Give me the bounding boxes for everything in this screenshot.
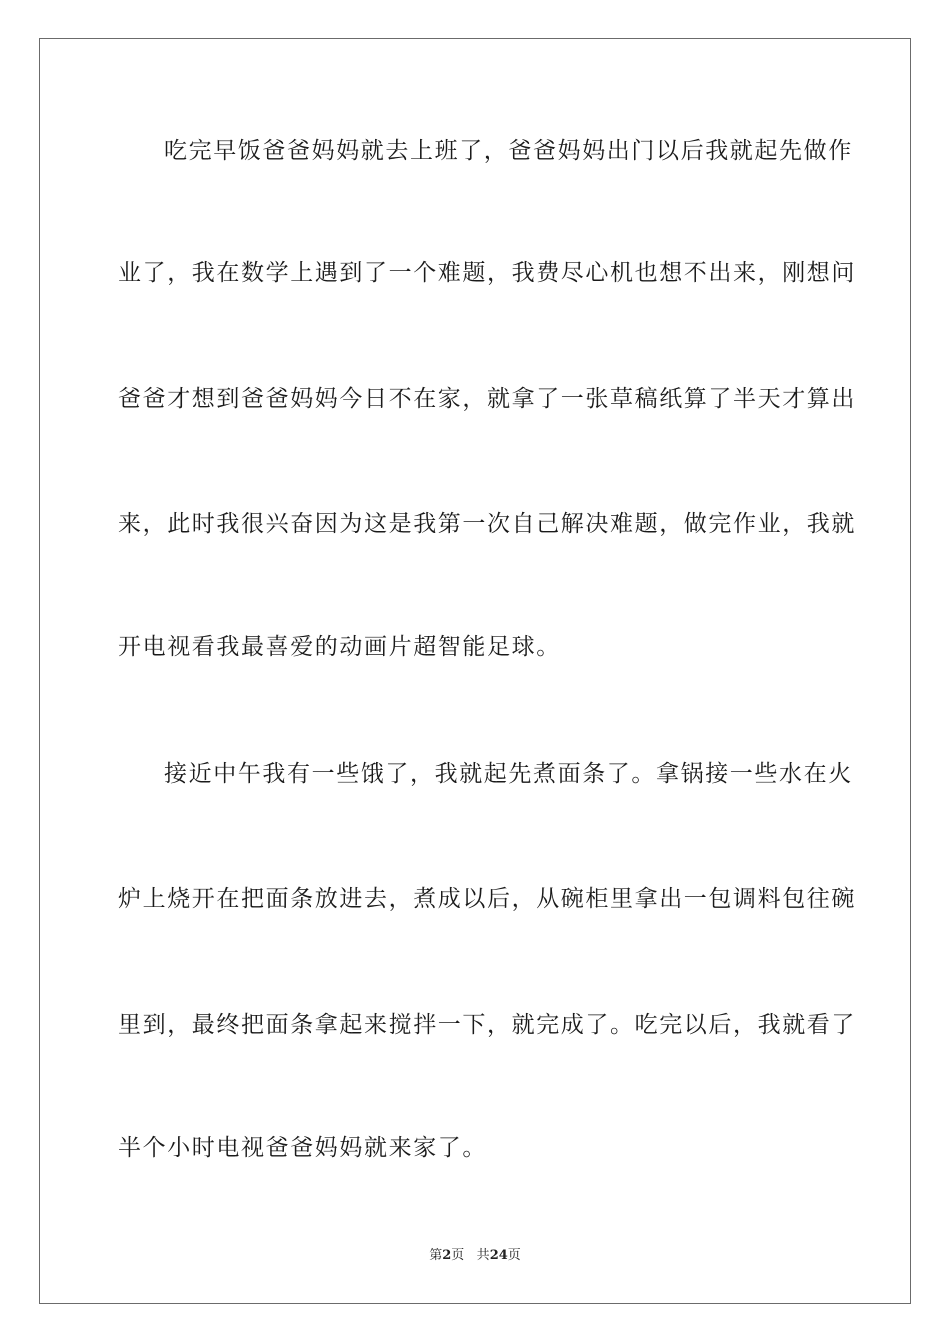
- text-line: 业了，我在数学上遇到了一个难题，我费尽心机也想不出来，刚想问: [118, 260, 856, 286]
- footer-page-suffix: 页: [451, 1248, 465, 1263]
- page-border: [39, 38, 911, 1304]
- text-line: 爸爸才想到爸爸妈妈今日不在家，就拿了一张草稿纸算了半天才算出: [118, 386, 856, 412]
- footer-total-pages: 24: [489, 1248, 508, 1263]
- text-line: 接近中午我有一些饿了，我就起先煮面条了。拿锅接一些水在火: [164, 761, 853, 787]
- footer-page-number: 2: [442, 1248, 452, 1263]
- text-line: 开电视看我最喜爱的动画片超智能足球。: [118, 634, 561, 660]
- page-footer: [0, 1247, 950, 1265]
- footer-total-prefix: 共: [476, 1248, 490, 1263]
- text-line: 半个小时电视爸爸妈妈就来家了。: [118, 1135, 487, 1161]
- text-line: 炉上烧开在把面条放进去，煮成以后，从碗柜里拿出一包调料包往碗: [118, 886, 856, 912]
- text-line: 来，此时我很兴奋因为这是我第一次自己解决难题，做完作业，我就: [118, 511, 856, 537]
- text-line: 吃完早饭爸爸妈妈就去上班了，爸爸妈妈出门以后我就起先做作: [164, 138, 853, 164]
- text-line: 里到，最终把面条拿起来搅拌一下，就完成了。吃完以后，我就看了: [118, 1012, 856, 1038]
- footer-total-suffix: 页: [507, 1248, 521, 1263]
- footer-page-prefix: 第: [429, 1248, 443, 1263]
